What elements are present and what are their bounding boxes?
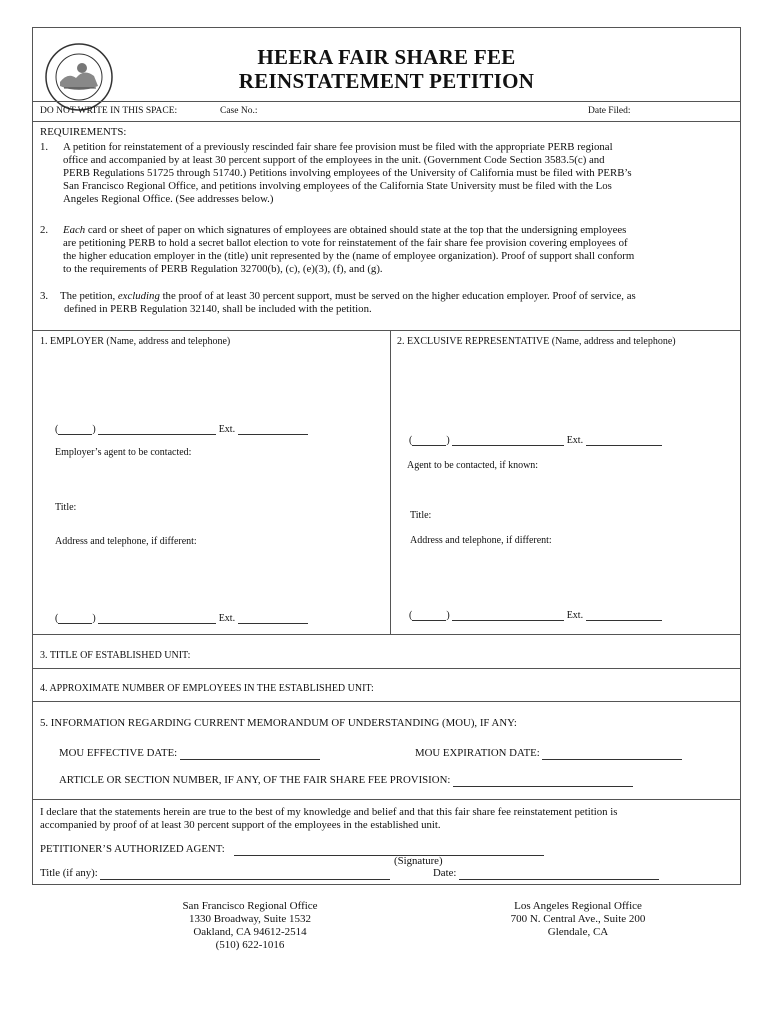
representative-agent-title-label: Title: xyxy=(410,510,432,521)
date-filed-label: Date Filed: xyxy=(588,106,631,116)
petition-form xyxy=(32,27,741,885)
representative-agent-phone-field[interactable]: ( ) Ext. xyxy=(409,610,662,621)
requirement-2: Each card or sheet of paper on which signatures of employees are obtained should state at the top that the undersigning employees are petitioning PERB to hold a secret ballot election to vote for reinstatement of the fair share fee provision covering employees of the higher education employer in the (title) unit represented by the (name of employee organization). Proof of support shall conform to the requirements of PERB Regulation 32700(b), (c), (e)(3), (f), and (g). xyxy=(63,224,635,275)
requirement-3-number: 3. xyxy=(40,290,49,302)
date-field[interactable]: Date: xyxy=(433,867,659,880)
agent-title-field[interactable]: Title (if any): xyxy=(40,867,390,880)
representative-address-label: Address and telephone, if different: xyxy=(410,535,552,546)
requirement-2-number: 2. xyxy=(40,224,49,236)
employer-heading: 1. EMPLOYER (Name, address and telephone) xyxy=(40,336,231,347)
employer-agent-label: Employer’s agent to be contacted: xyxy=(55,447,192,458)
column-divider xyxy=(390,331,391,634)
mou-expiration-date-field[interactable]: MOU EXPIRATION DATE: xyxy=(415,747,682,760)
la-regional-office-address: Los Angeles Regional Office 700 N. Central Ave., Suite 200 Glendale, CA xyxy=(510,900,646,938)
unit-title-field[interactable]: 3. TITLE OF ESTABLISHED UNIT: xyxy=(40,650,191,661)
requirement-1: A petition for reinstatement of a previously rescinded fair share fee provision must be filed with the appropriate PERB regional office and accompanied by at least 30 percent support of the employees in the unit. (Government Code Section 3583.5(c) and PERB Regulations 51725 through 51740.) Petitions involving employees of the University of California must be filed with PERB’s San Francisco Regional Office, and petitions involving employees of the California State University must be filed with the Los Angeles Regional Office. (See addresses below.) xyxy=(63,141,632,205)
requirement-3: The petition, excluding the proof of at least 30 percent support, must be served on the higher education employer. Proof of service, as defined in PERB Regulation 32140, shall be included with the petition. xyxy=(60,290,636,315)
employer-phone-field[interactable]: ( ) Ext. xyxy=(55,424,308,435)
employer-agent-phone-field[interactable]: ( ) Ext. xyxy=(55,613,308,624)
office-use-label: DO NOT WRITE IN THIS SPACE: xyxy=(40,106,178,116)
authorized-agent-signature-field[interactable]: PETITIONER’S AUTHORIZED AGENT: xyxy=(40,843,544,856)
signature-caption: (Signature) xyxy=(394,855,443,867)
case-number-label: Case No.: xyxy=(220,106,258,116)
employer-address-label: Address and telephone, if different: xyxy=(55,536,197,547)
representative-agent-label: Agent to be contacted, if known: xyxy=(407,460,539,471)
mou-heading: 5. INFORMATION REGARDING CURRENT MEMORANDUM OF UNDERSTANDING (MOU), IF ANY: xyxy=(40,717,517,729)
representative-phone-field[interactable]: ( ) Ext. xyxy=(409,435,662,446)
form-title-line-1: HEERA FAIR SHARE FEE xyxy=(257,45,516,69)
requirements-heading: REQUIREMENTS: xyxy=(40,126,127,138)
sf-regional-office-address: San Francisco Regional Office 1330 Broadway, Suite 1532 Oakland, CA 94612-2514 (510) 622-1016 xyxy=(182,900,318,951)
requirement-1-number: 1. xyxy=(40,141,49,153)
employer-agent-title-label: Title: xyxy=(55,502,77,513)
representative-heading: 2. EXCLUSIVE REPRESENTATIVE (Name, address and telephone) xyxy=(397,336,676,347)
mou-effective-date-field[interactable]: MOU EFFECTIVE DATE: xyxy=(59,747,320,760)
declaration-text: I declare that the statements herein are true to the best of my knowledge and belief and that this fair share fee reinstatement petition is accompanied by proof of at least 30 percent support of the employees in the established unit. xyxy=(40,806,618,831)
form-title-line-2: REINSTATEMENT PETITION xyxy=(238,69,535,93)
mou-article-field[interactable]: ARTICLE OR SECTION NUMBER, IF ANY, OF THE FAIR SHARE FEE PROVISION: xyxy=(59,774,633,787)
unit-employee-count-field[interactable]: 4. APPROXIMATE NUMBER OF EMPLOYEES IN THE ESTABLISHED UNIT: xyxy=(40,683,374,694)
